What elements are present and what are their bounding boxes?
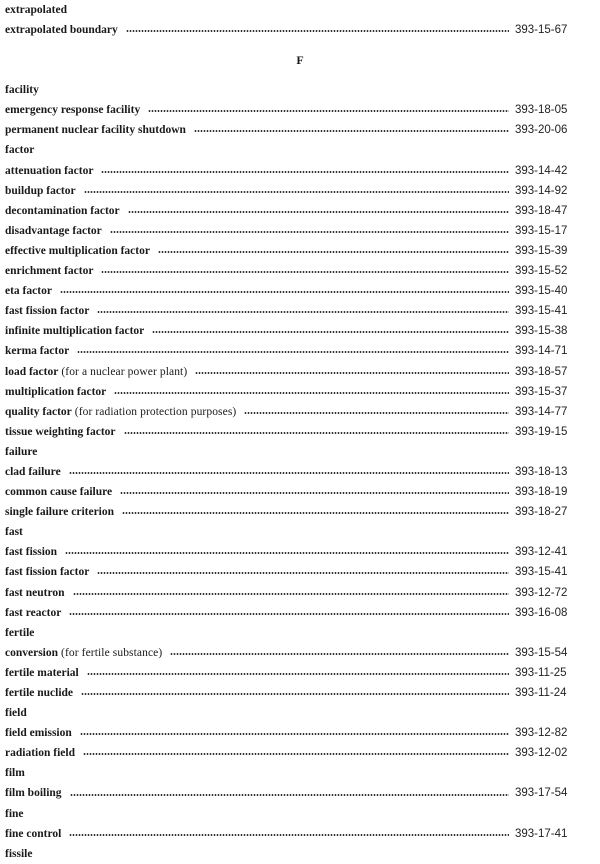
entry-term: extrapolated boundary bbox=[5, 24, 118, 37]
index-entry bbox=[5, 663, 595, 683]
index-heading: film bbox=[5, 767, 25, 780]
dot-leader bbox=[195, 372, 509, 374]
entry-term: clad failure bbox=[5, 465, 61, 478]
index-entry bbox=[5, 542, 595, 562]
entry-code: 393-15-40 bbox=[515, 285, 568, 298]
entry-code: 393-18-05 bbox=[515, 104, 568, 117]
dot-leader bbox=[80, 733, 509, 735]
entry-code: 393-15-39 bbox=[515, 244, 568, 257]
entry-term: eta factor bbox=[5, 285, 52, 298]
index-entry bbox=[5, 723, 595, 743]
entry-term: quality factor bbox=[5, 405, 72, 418]
entry-code: 393-14-92 bbox=[515, 184, 568, 197]
entry-code: 393-15-67 bbox=[515, 24, 568, 37]
entry-term: single failure criterion bbox=[5, 506, 115, 519]
index-entry bbox=[5, 462, 595, 482]
entry-term: emergency response facility bbox=[5, 104, 141, 117]
entry-code: 393-11-25 bbox=[515, 666, 567, 679]
index-entry bbox=[5, 824, 595, 844]
dot-leader bbox=[120, 492, 509, 494]
entry-code: 393-16-08 bbox=[515, 606, 568, 619]
dot-leader bbox=[60, 291, 509, 293]
index-entry bbox=[5, 583, 595, 603]
entry-qualifier: (for radiation protection purposes) bbox=[74, 405, 237, 418]
index-entry bbox=[5, 341, 595, 361]
entry-term: infinite multiplication factor bbox=[5, 325, 145, 338]
dot-leader bbox=[170, 653, 509, 655]
entry-term: enrichment factor bbox=[5, 265, 94, 278]
entry-term: fast fission bbox=[5, 546, 58, 559]
dot-leader bbox=[194, 130, 509, 132]
entry-code: 393-14-77 bbox=[515, 405, 568, 418]
index-entry bbox=[5, 643, 595, 663]
section-letter: F bbox=[296, 53, 304, 68]
entry-code: 393-15-38 bbox=[515, 325, 568, 338]
index-entry bbox=[5, 683, 595, 703]
dot-leader bbox=[128, 211, 509, 213]
dot-leader bbox=[87, 673, 509, 675]
index-entry bbox=[5, 241, 595, 261]
entry-code: 393-12-82 bbox=[515, 727, 568, 740]
entry-term: permanent nuclear facility shutdown bbox=[5, 124, 186, 137]
entry-term: disadvantage factor bbox=[5, 224, 102, 237]
entry-term: effective multiplication factor bbox=[5, 244, 150, 257]
index-entry bbox=[5, 482, 595, 502]
index-entry bbox=[5, 321, 595, 341]
index-entry bbox=[5, 201, 595, 221]
entry-code: 393-14-71 bbox=[515, 345, 568, 358]
index-entry bbox=[5, 181, 595, 201]
entry-term: common cause failure bbox=[5, 486, 113, 499]
entry-term: fast reactor bbox=[5, 606, 62, 619]
dot-leader bbox=[114, 392, 509, 394]
index-entry bbox=[5, 281, 595, 301]
entry-term: load factor bbox=[5, 365, 59, 378]
index-heading: fertile bbox=[5, 626, 35, 639]
dot-leader bbox=[65, 552, 509, 554]
entry-qualifier: (for a nuclear power plant) bbox=[61, 365, 188, 378]
entry-code: 393-12-72 bbox=[515, 586, 568, 599]
entry-term: decontamination factor bbox=[5, 204, 120, 217]
entry-code: 393-15-41 bbox=[515, 305, 568, 318]
entry-code: 393-17-54 bbox=[515, 787, 568, 800]
dot-leader bbox=[70, 794, 509, 796]
index-entry bbox=[5, 422, 595, 442]
entry-term: fertile nuclide bbox=[5, 687, 74, 699]
entry-code: 393-18-19 bbox=[515, 486, 568, 499]
entry-term: attenuation factor bbox=[5, 164, 94, 177]
entry-code: 393-15-41 bbox=[515, 566, 568, 579]
index-heading: fine bbox=[5, 807, 24, 820]
dot-leader bbox=[126, 30, 509, 32]
dot-leader bbox=[69, 613, 509, 615]
index-entry bbox=[5, 301, 595, 321]
dot-leader bbox=[110, 231, 509, 233]
dot-leader bbox=[101, 171, 509, 173]
dot-leader bbox=[97, 572, 509, 574]
index-heading: fissile bbox=[5, 847, 33, 860]
index-heading: failure bbox=[5, 445, 38, 458]
entry-code: 393-12-41 bbox=[515, 546, 568, 559]
index-entry bbox=[5, 783, 595, 803]
entry-code: 393-15-54 bbox=[515, 646, 568, 659]
index-entry bbox=[5, 261, 595, 281]
entry-code: 393-17-41 bbox=[515, 827, 568, 840]
entry-term: film boiling bbox=[5, 787, 62, 800]
dot-leader bbox=[81, 693, 509, 695]
entry-code: 393-15-52 bbox=[515, 265, 568, 278]
index-heading: factor bbox=[5, 144, 35, 157]
index-entry bbox=[5, 603, 595, 623]
entry-term: multiplication factor bbox=[5, 385, 107, 398]
dot-leader bbox=[84, 191, 509, 193]
index-entry bbox=[5, 120, 595, 140]
index-heading: fast bbox=[5, 526, 23, 539]
entry-term: fine control bbox=[5, 827, 62, 840]
entry-code: 393-18-47 bbox=[515, 204, 568, 217]
dot-leader bbox=[124, 432, 509, 434]
index-entry bbox=[5, 402, 595, 422]
entry-code: 393-18-27 bbox=[515, 506, 568, 519]
entry-term: fast fission factor bbox=[5, 305, 90, 318]
entry-qualifier: (for fertile substance) bbox=[61, 646, 163, 659]
dot-leader bbox=[122, 512, 509, 514]
index-entry bbox=[5, 502, 595, 522]
entry-term: fast fission factor bbox=[5, 566, 90, 579]
top-entries bbox=[5, 0, 595, 40]
entry-term: buildup factor bbox=[5, 184, 76, 197]
entry-code: 393-15-37 bbox=[515, 385, 568, 398]
dot-leader bbox=[158, 251, 509, 253]
entry-term: radiation field bbox=[5, 747, 75, 760]
index-page bbox=[5, 0, 595, 864]
index-entry bbox=[5, 362, 595, 382]
entry-code: 393-15-17 bbox=[515, 224, 568, 237]
dot-leader bbox=[69, 472, 509, 474]
entry-term: field emission bbox=[5, 727, 72, 740]
dot-leader bbox=[101, 271, 509, 273]
index-entry bbox=[5, 20, 595, 40]
index-heading: facility bbox=[5, 84, 39, 97]
dot-leader bbox=[69, 834, 509, 836]
entry-code: 393-12-02 bbox=[515, 747, 568, 760]
dot-leader bbox=[83, 753, 509, 755]
index-entries bbox=[5, 80, 595, 864]
entry-term: tissue weighting factor bbox=[5, 425, 116, 438]
index-heading: field bbox=[5, 707, 27, 720]
dot-leader bbox=[148, 110, 509, 112]
entry-code: 393-18-13 bbox=[515, 465, 568, 478]
dot-leader bbox=[244, 412, 509, 414]
dot-leader bbox=[152, 331, 509, 333]
entry-term: kerma factor bbox=[5, 345, 70, 358]
entry-term: conversion bbox=[5, 646, 59, 659]
dot-leader bbox=[97, 311, 509, 313]
entry-code: 393-14-42 bbox=[515, 164, 568, 177]
index-heading: extrapolated bbox=[5, 4, 67, 16]
index-entry bbox=[5, 743, 595, 763]
entry-term: fertile material bbox=[5, 666, 79, 679]
index-entry bbox=[5, 100, 595, 120]
entry-code: 393-11-24 bbox=[515, 687, 567, 699]
index-entry bbox=[5, 562, 595, 582]
dot-leader bbox=[73, 593, 509, 595]
entry-code: 393-19-15 bbox=[515, 425, 568, 438]
entry-term: fast neutron bbox=[5, 586, 65, 599]
entry-code: 393-18-57 bbox=[515, 365, 568, 378]
entry-code: 393-20-06 bbox=[515, 124, 568, 137]
index-entry bbox=[5, 382, 595, 402]
dot-leader bbox=[77, 351, 509, 353]
index-entry bbox=[5, 161, 595, 181]
index-entry bbox=[5, 221, 595, 241]
